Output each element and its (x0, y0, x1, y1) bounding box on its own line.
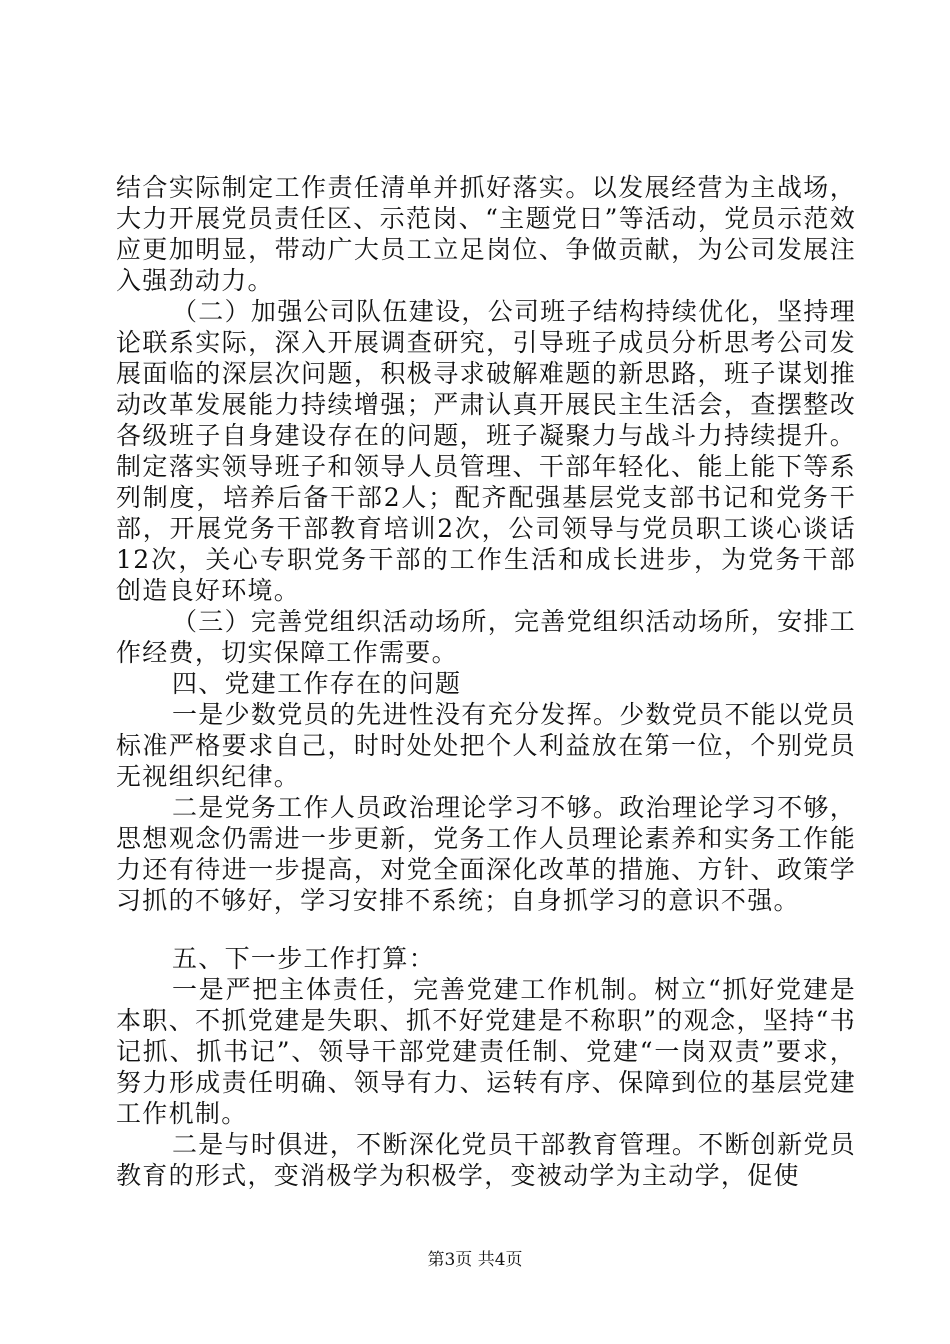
paragraph-activity-venue: （三）完善党组织活动场所，完善党组织活动场所，安排工作经费，切实保障工作需要。 (116, 607, 856, 667)
paragraph-team-building: （二）加强公司队伍建设，公司班子结构持续优化，坚持理论联系实际，深入开展调查研究，引导班子成员分析思考公司发展面临的深层次问题，积极寻求破解难题的新思路，班子谋划推动改革发展能力持续增强；严肃认真开展民主生活会，查摆整改各级班子自身建设存在的问题，班子凝聚力与战斗力持续提升。制定落实领导班子和领导人员管理、干部年轻化、能上能下等系列制度，培养后备干部2人；配齐配强基层党支部书记和党务干部，开展党务干部教育培训2次，公司领导与党员职工谈心谈话12次，关心专职党务干部的工作生活和成长进步，为党务干部创造良好环境。 (116, 297, 856, 605)
section-heading-problems: 四、党建工作存在的问题 (172, 669, 462, 698)
page-footer: 第3页 共4页 (427, 1250, 523, 1270)
document-body (116, 172, 856, 1191)
paragraph-problem-two: 二是党务工作人员政治理论学习不够。政治理论学习不够，思想观念仍需进一步更新，党务工作人员理论素养和实务工作能力还有待进一步提高，对党全面深化改革的措施、方针、政策学习抓的不够好，学习安排不系统；自身抓学习的意识不强。 (116, 793, 856, 915)
paragraph-plan-two: 二是与时俱进，不断深化党员干部教育管理。不断创新党员教育的形式，变消极学为积极学，变被动学为主动学，促使 (116, 1130, 856, 1190)
paragraph-problem-one: 一是少数党员的先进性没有充分发挥。少数党员不能以党员标准严格要求自己，时时处处把个人利益放在第一位，个别党员无视组织纪律。 (116, 700, 856, 791)
paragraph-plan-one: 一是严把主体责任，完善党建工作机制。树立“抓好党建是本职、不抓党建是失职、抓不好党建是不称职”的观念，坚持“书记抓、抓书记”、领导干部党建责任制、党建“一岗双责”要求，努力形成责任明确、领导有力、运转有序、保障到位的基层党建工作机制。 (116, 975, 856, 1128)
section-heading-next-steps: 五、下一步工作打算： (172, 944, 436, 973)
paragraph-continuation: 结合实际制定工作责任清单并抓好落实。以发展经营为主战场，大力开展党员责任区、示范岗、“主题党日”等活动，党员示范效应更加明显，带动广大员工立足岗位、争做贡献，为公司发展注入强劲动力。 (116, 173, 856, 295)
